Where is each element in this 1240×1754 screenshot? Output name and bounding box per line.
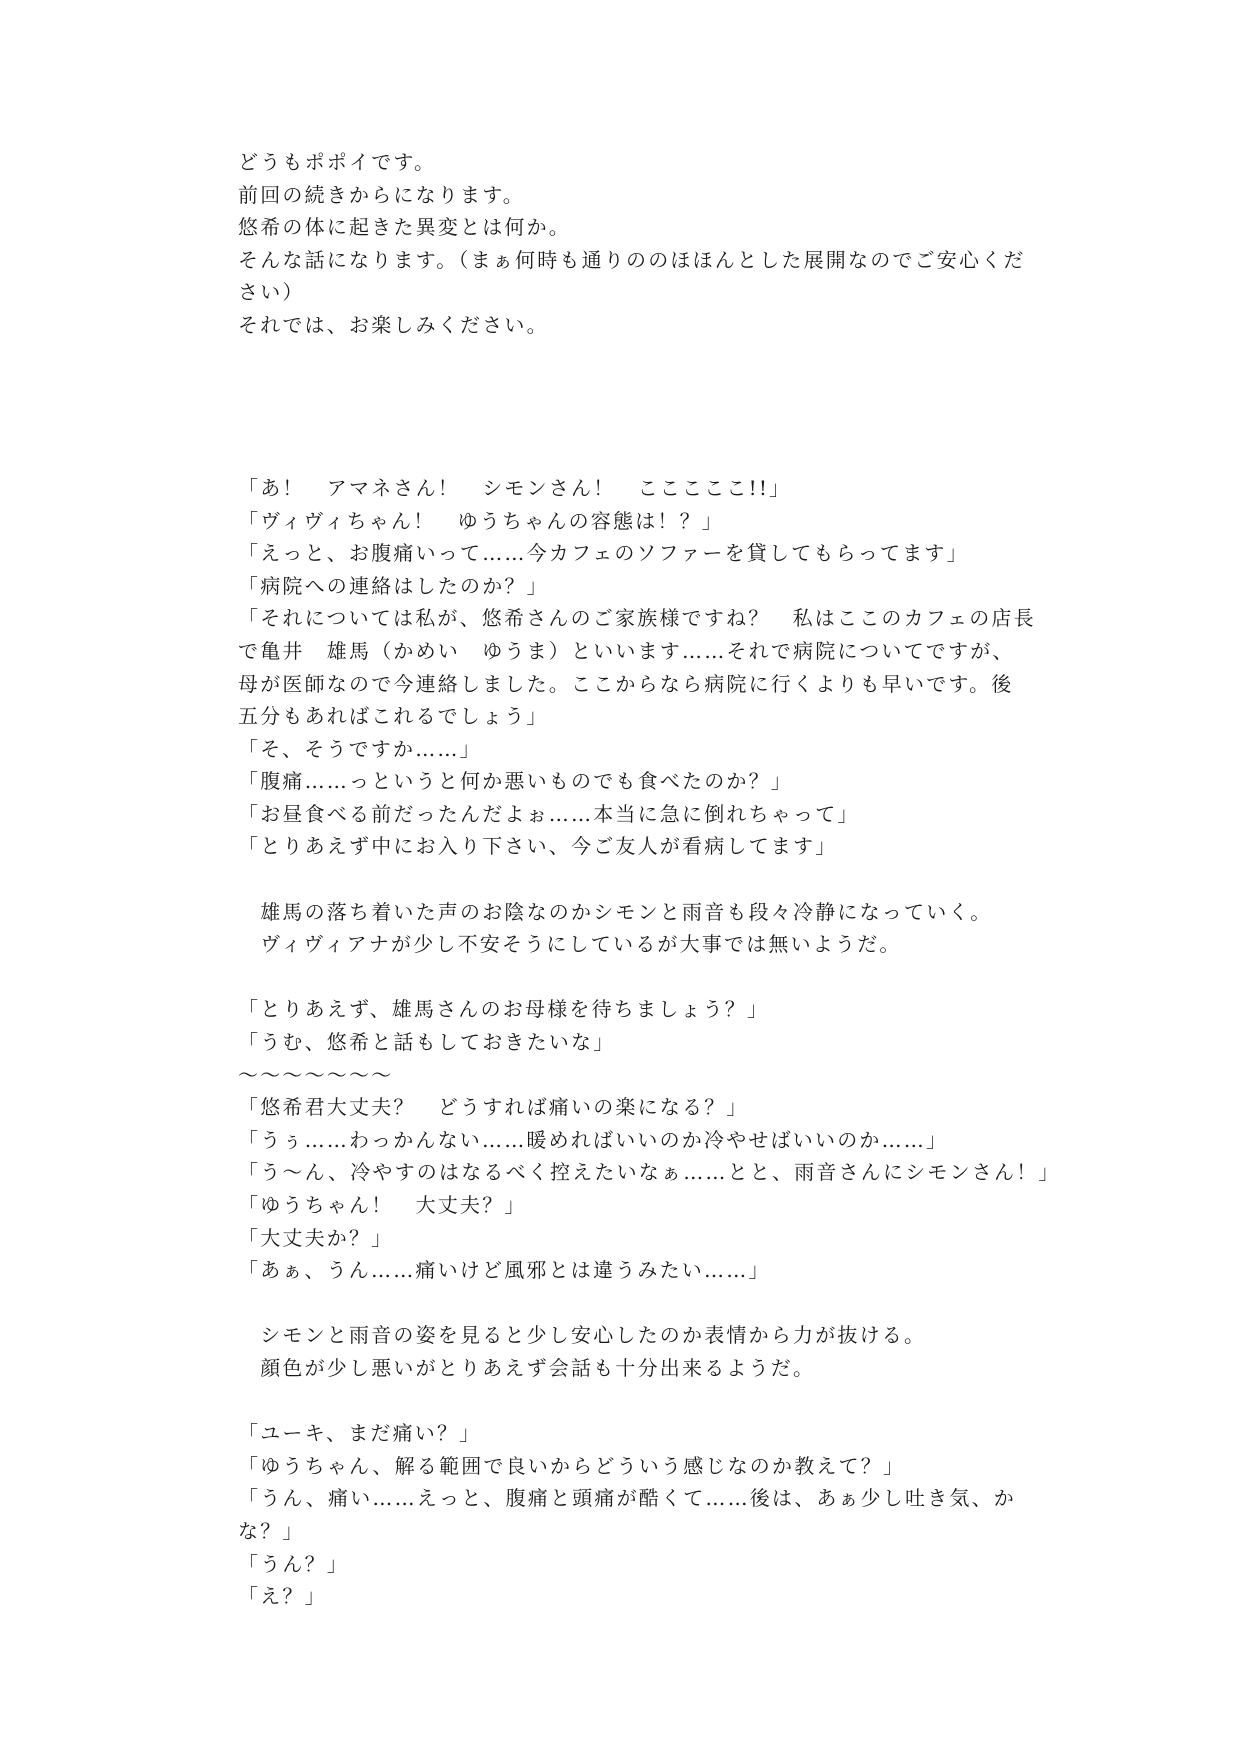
dialogue-line: 「腹痛……っというと何か悪いものでも食べたのか？」 — [238, 769, 793, 794]
dialogue-section-3 — [238, 1417, 1028, 1613]
dialogue-section-2 — [238, 993, 1061, 1286]
dialogue-line: 「悠希君大丈夫？ どうすれば痛いの楽になる？」 — [238, 1095, 749, 1120]
paragraph-spacer — [238, 1287, 1028, 1320]
text-line: それでは、お楽しみください。 — [238, 312, 549, 337]
dialogue-line: 「ゆうちゃん！ 大丈夫？」 — [238, 1193, 527, 1218]
dialogue-line: 「うむ、悠希と話もしておきたいな」 — [238, 1030, 616, 1055]
dialogue-line: 「とりあえず、雄馬さんのお母様を待ちましょう？」 — [238, 997, 770, 1022]
dialogue-line: 「ゆうちゃん、解る範囲で良いからどういう感じなのか教えて？」 — [238, 1453, 906, 1478]
dialogue-line: 「う〜ん、冷やすのはなるべく控えたいなぁ……とと、雨音さんにシモンさん！」 — [238, 1160, 1061, 1185]
dialogue-line: 「ヴィヴィちゃん！ ゆうちゃんの容態は！？」 — [238, 508, 724, 533]
narration-line: ヴィヴィアナが少し不安そうにしているが大事では無いようだ。 — [238, 932, 902, 957]
paragraph-spacer — [238, 961, 1028, 994]
narration-line: 雄馬の落ち着いた声のお陰なのかシモンと雨音も段々冷静になっていく。 — [238, 899, 993, 924]
narration-line: シモンと雨音の姿を見ると少し安心したのか表情から力が抜ける。 — [238, 1323, 927, 1348]
text-line: 悠希の体に起きた異変とは何か。 — [238, 215, 571, 240]
dialogue-line: 「え？」 — [238, 1584, 327, 1609]
narration-section-1 — [238, 896, 1028, 961]
text-line: そんな話になります。（まぁ何時も通りののほほんとした展開なのでご安心くだ — [238, 247, 1026, 272]
dialogue-line: 母が医師なので今連絡しました。ここからなら病院に行くよりも早いです。後 — [238, 671, 1014, 696]
dialogue-line: 「うん？」 — [238, 1551, 349, 1576]
paragraph-spacer — [238, 1385, 1028, 1418]
dialogue-line: 「それについては私が、悠希さんのご家族様ですね？ 私はここのカフェの店長 — [238, 606, 1036, 631]
dialogue-line: 「うぅ……わっかんない……暖めればいいのか冷やせばいいのか……」 — [238, 1127, 949, 1152]
story-text — [238, 146, 1061, 1613]
dialogue-line: 「えっと、お腹痛いって……今カフェのソファーを貸してもらってます」 — [238, 541, 969, 566]
text-line: どうもポポイです。 — [238, 150, 437, 174]
dialogue-line: 「大丈夫か？」 — [238, 1225, 394, 1250]
dialogue-line: 「とりあえず中にお入り下さい、今ご友人が看病してます」 — [238, 834, 838, 859]
scene-break: 〜〜〜〜〜〜〜 — [238, 1062, 394, 1087]
intro-paragraph — [238, 146, 1028, 342]
dialogue-line: な？」 — [238, 1518, 305, 1543]
paragraph-spacer — [238, 863, 1028, 896]
dialogue-line: 「そ、そうですか……」 — [238, 736, 482, 761]
dialogue-line: 「病院への連絡はしたのか？」 — [238, 573, 549, 598]
narration-line: 顔色が少し悪いがとりあえず会話も十分出来るようだ。 — [238, 1355, 816, 1380]
narration-section-2 — [238, 1319, 1028, 1384]
dialogue-line: 「うん、痛い……えっと、腹痛と頭痛が酷くて……後は、あぁ少し吐き気、か — [238, 1486, 1016, 1511]
text-line: 前回の続きからになります。 — [238, 182, 525, 207]
text-line: さい） — [238, 280, 305, 305]
dialogue-line: 「あ！ アマネさん！ シモンさん！ こここここ!!」 — [238, 475, 792, 500]
dialogue-section-1 — [238, 472, 1036, 863]
dialogue-line: 「お昼食べる前だったんだよぉ……本当に急に倒れちゃって」 — [238, 801, 860, 826]
dialogue-line: 「ユーキ、まだ痛い？」 — [238, 1421, 482, 1446]
dialogue-line: 五分もあればこれるでしょう」 — [238, 704, 549, 729]
dialogue-line: 「あぁ、うん……痛いけど風邪とは違うみたい……」 — [238, 1258, 771, 1283]
dialogue-line: で亀井 雄馬（かめい ゆうま）といいます……それで病院についてですが、 — [238, 638, 1015, 663]
section-spacer — [238, 342, 1028, 472]
